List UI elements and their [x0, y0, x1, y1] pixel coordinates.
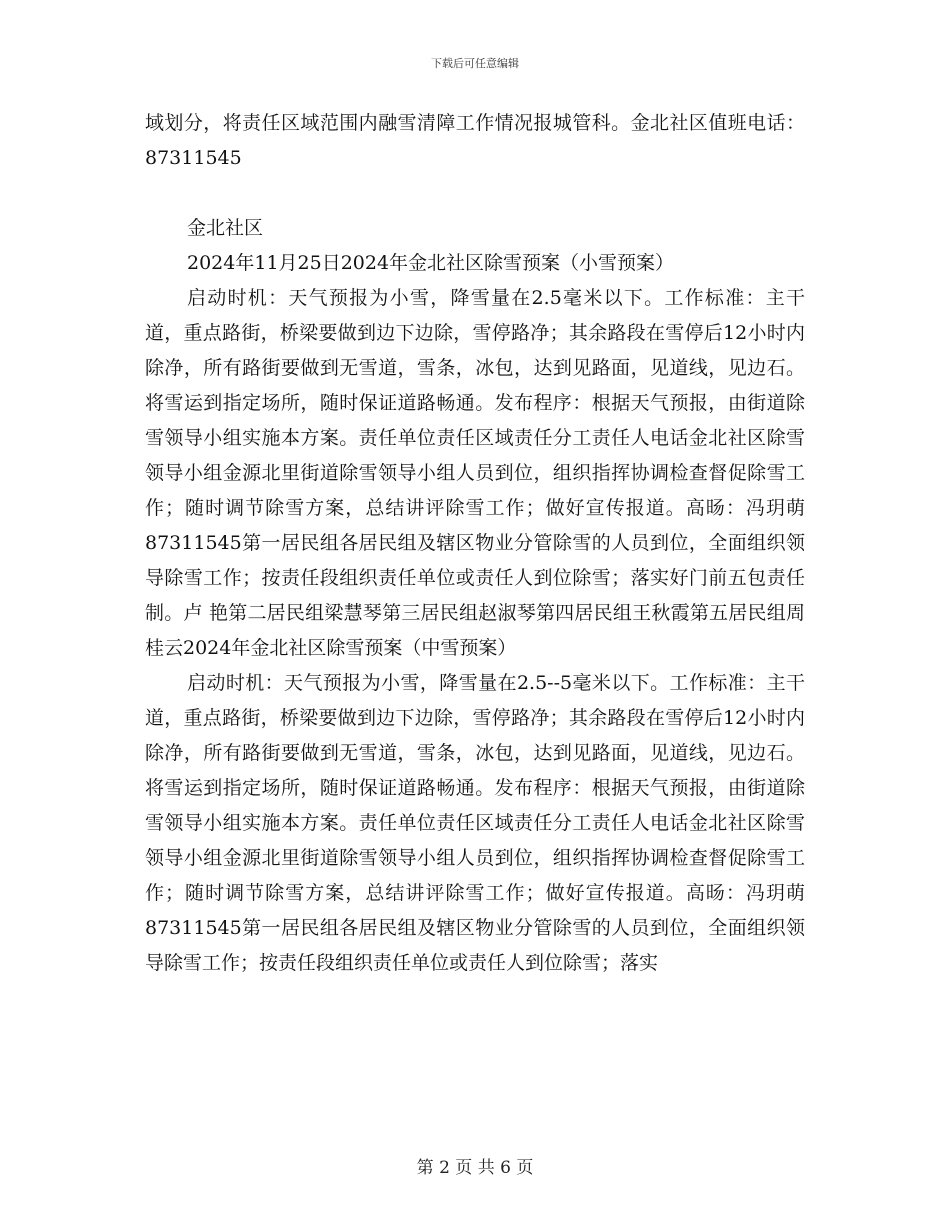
paragraph-moderate-snow-plan: 启动时机：天气预报为小雪，降雪量在2.5--5毫米以下。工作标准：主干道，重点路街，桥梁要做到边下边除，雪停路净；其余路段在雪停后12小时内除净，所有路街要做到无雪道，雪条，冰包，达到见路面，见道线，见边石。将雪运到指定场所，随时保证道路畅通。发布程序：根据天气预报，由街道除雪领导小组实施本方案。责任单位责任区域责任分工责任人电话金北社区除雪领导小组金源北里街道除雪领导小组人员到位，组织指挥协调检查督促除雪工作；随时调节除雪方案，总结讲评除雪工作；做好宣传报道。高旸：冯玥萌87311545第一居民组各居民组及辖区物业分管除雪的人员到位，全面组织领导除雪工作；按责任段组织责任单位或责任人到位除雪；落实 — [145, 672, 805, 974]
document-body — [145, 106, 805, 981]
paragraph-continuation: 域划分，将责任区域范围内融雪清障工作情况报城管科。金北社区值班电话：87311545 — [145, 112, 805, 169]
page-number: 第 2 页 共 6 页 — [416, 1158, 534, 1178]
page-header-note: 下载后可任意编辑 — [431, 57, 519, 70]
paragraph-date-title: 2024年11月25日2024年金北社区除雪预案（小雪预案） — [187, 252, 675, 274]
paragraph-community-name: 金北社区 — [187, 217, 264, 239]
paragraph-light-snow-plan: 启动时机：天气预报为小雪，降雪量在2.5毫米以下。工作标准：主干道，重点路街，桥梁要做到边下边除，雪停路净；其余路段在雪停后12小时内除净，所有路街要做到无雪道，雪条，冰包，达到见路面，见道线，见边石。将雪运到指定场所，随时保证道路畅通。发布程序：根据天气预报，由街道除雪领导小组实施本方案。责任单位责任区域责任分工责任人电话金北社区除雪领导小组金源北里街道除雪领导小组人员到位，组织指挥协调检查督促除雪工作；随时调节除雪方案，总结讲评除雪工作；做好宣传报道。高旸：冯玥萌87311545第一居民组各居民组及辖区物业分管除雪的人员到位，全面组织领导除雪工作；按责任段组织责任单位或责任人到位除雪；落实好门前五包责任制。卢 艳第二居民组梁慧琴第三居民组赵淑琴第四居民组王秋霞第五居民组周桂云2024年金北社区除雪预案（中雪预案） — [145, 287, 805, 659]
